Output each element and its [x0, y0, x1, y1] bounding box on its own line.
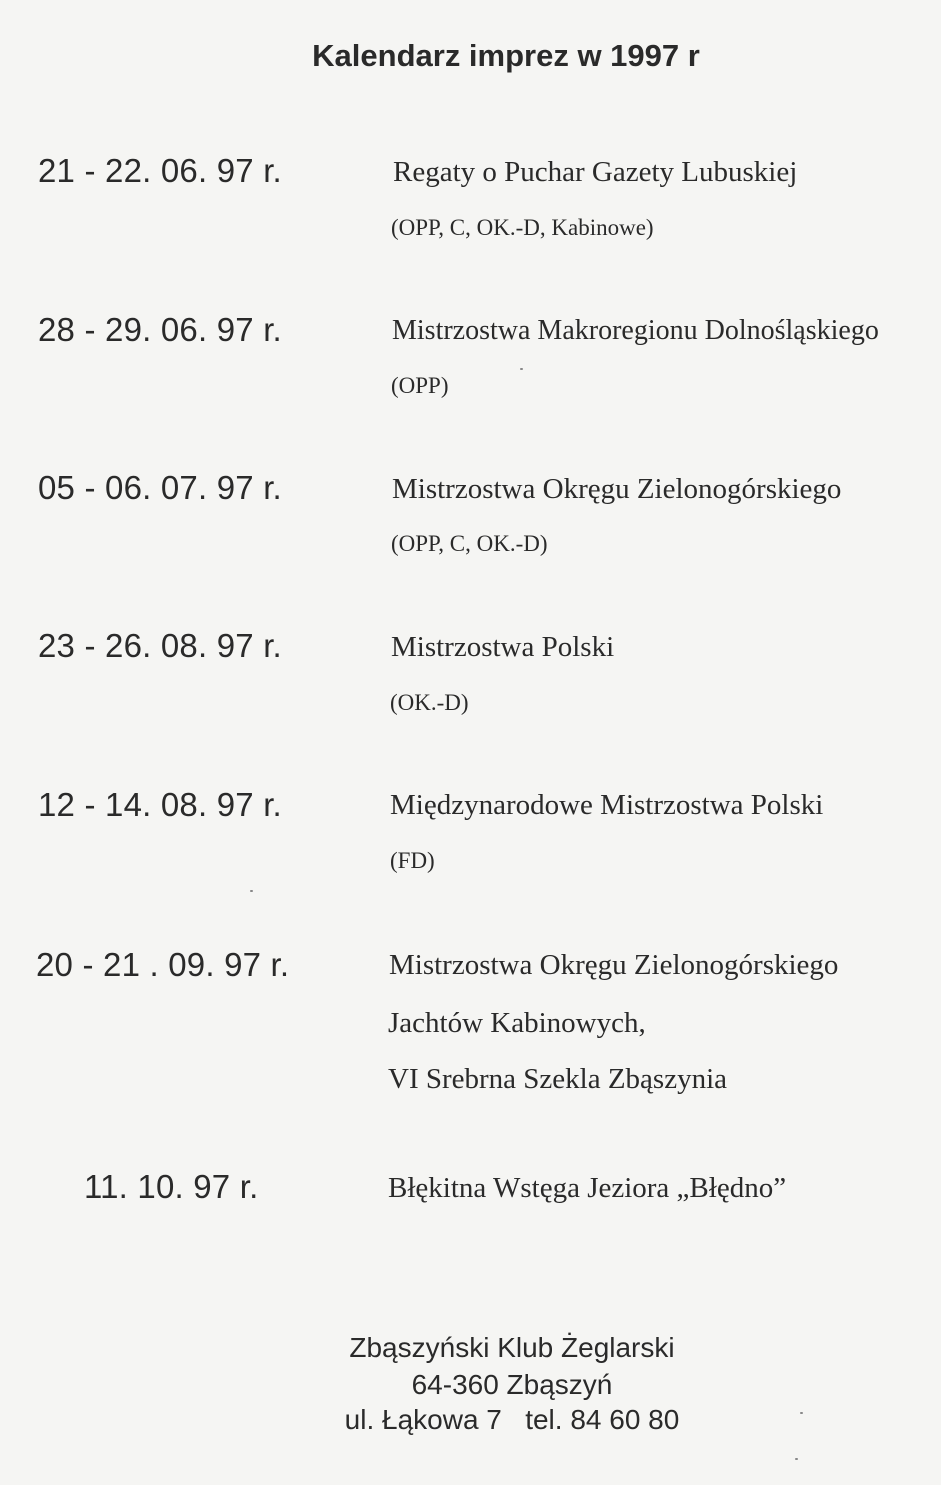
event-name: Błękitna Wstęga Jeziora „Błędno”	[388, 1172, 787, 1204]
event-classes: (FD)	[390, 848, 435, 873]
scan-speck	[250, 890, 253, 892]
event-name: Mistrzostwa Okręgu Zielonogórskiego	[392, 473, 842, 505]
club-postal: 64-360 Zbąszyń	[411, 1369, 613, 1400]
scan-speck	[520, 368, 523, 370]
event-date: 05 - 06. 07. 97 r.	[38, 469, 282, 506]
event-name: Mistrzostwa Okręgu Zielonogórskiego	[389, 949, 839, 981]
event-name: Międzynarodowe Mistrzostwa Polski	[390, 789, 824, 821]
event-date: 28 - 29. 06. 97 r.	[38, 311, 282, 348]
event-date: 11. 10. 97 r.	[84, 1168, 259, 1205]
event-classes: (OK.-D)	[390, 690, 469, 715]
scan-speck	[800, 1412, 803, 1414]
event-name-line-2: Jachtów Kabinowych,	[388, 1007, 646, 1039]
event-classes: (OPP, C, OK.-D, Kabinowe)	[391, 215, 654, 240]
event-date: 23 - 26. 08. 97 r.	[38, 627, 282, 664]
event-name: Mistrzostwa Makroregionu Dolnośląskiego	[392, 315, 879, 346]
event-date: 21 - 22. 06. 97 r.	[38, 152, 282, 189]
scan-speck	[795, 1458, 798, 1460]
event-classes: (OPP)	[391, 373, 449, 398]
page-title: Kalendarz imprez w 1997 r	[312, 38, 700, 73]
event-name-line-3: VI Srebrna Szekla Zbąszynia	[388, 1063, 728, 1095]
event-date: 20 - 21 . 09. 97 r.	[36, 946, 290, 983]
event-name: Mistrzostwa Polski	[391, 631, 615, 663]
club-name: Zbąszyński Klub Żeglarski	[349, 1332, 675, 1363]
event-classes: (OPP, C, OK.-D)	[391, 531, 548, 556]
event-date: 12 - 14. 08. 97 r.	[38, 786, 282, 823]
club-address: ul. Łąkowa 7 tel. 84 60 80	[344, 1404, 680, 1435]
event-name: Regaty o Puchar Gazety Lubuskiej	[393, 156, 798, 188]
